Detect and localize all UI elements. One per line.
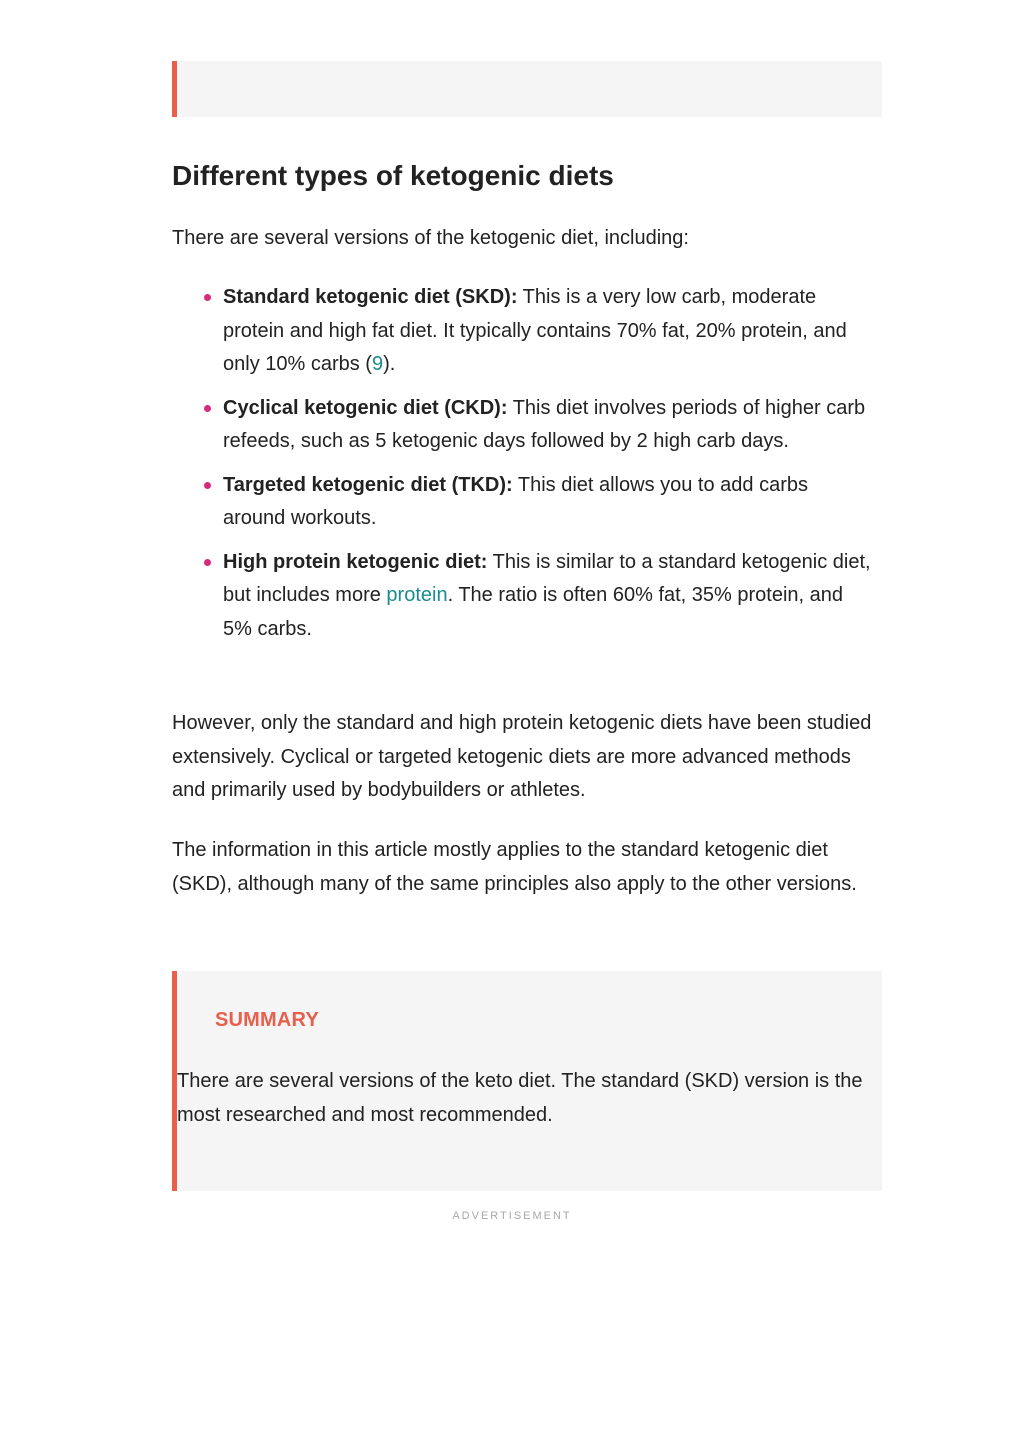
bullet-dot-icon	[204, 559, 211, 566]
protein-link[interactable]: protein	[386, 584, 448, 606]
list-item-text: This is similar to a standard ketogenic diet, but includes more	[223, 550, 871, 606]
list-item-label: High protein ketogenic diet:	[223, 550, 488, 573]
list-item-text: This is a very low carb, moderate protein and high fat diet. It typically contains 70% fat, 20% protein, and only 10% carbs (	[223, 286, 847, 375]
info-paragraph: The information in this article mostly applies to the standard ketogenic diet (SKD), although many of the same principles also apply to the other versions.	[172, 839, 857, 895]
summary-label: SUMMARY	[215, 1009, 319, 1031]
list-item-label: Standard ketogenic diet (SKD):	[223, 286, 518, 308]
list-item	[172, 281, 872, 382]
list-item	[172, 469, 872, 536]
list-item-text: This diet allows you to add carbs around workouts.	[223, 473, 808, 529]
list-item-text-end: ).	[383, 353, 396, 375]
list-item-label: Cyclical ketogenic diet (CKD):	[223, 396, 508, 419]
however-paragraph: However, only the standard and high protein ketogenic diets have been studied extensively. Cyclical or targeted ketogenic diets are more advanced methods and primarily used by bodybuilders or athletes.	[172, 712, 872, 801]
top-callout-box	[172, 61, 882, 117]
list-item	[172, 392, 872, 459]
bullet-dot-icon	[204, 405, 211, 412]
intro-paragraph: There are several versions of the ketogenic diet, including:	[172, 227, 689, 249]
section-title: Different types of ketogenic diets	[172, 160, 614, 191]
summary-text: There are several versions of the keto diet. The standard (SKD) version is the most researched and most recommended.	[177, 1070, 863, 1126]
bullet-dot-icon	[204, 482, 211, 489]
list-item-text: This diet involves periods of higher carb refeeds, such as 5 ketogenic days followed by 2 high carb days.	[223, 396, 866, 452]
bullet-dot-icon	[204, 294, 211, 301]
list-item	[172, 546, 872, 647]
summary-box	[172, 971, 882, 1191]
list-item-label: Targeted ketogenic diet (TKD):	[223, 473, 513, 496]
list-item-text-end: . The ratio is often 60% fat, 35% protein, and 5% carbs.	[223, 584, 844, 640]
citation-link[interactable]: 9	[371, 353, 384, 375]
diet-types-list	[172, 281, 872, 656]
advertisement-label: ADVERTISEMENT	[452, 1210, 572, 1222]
